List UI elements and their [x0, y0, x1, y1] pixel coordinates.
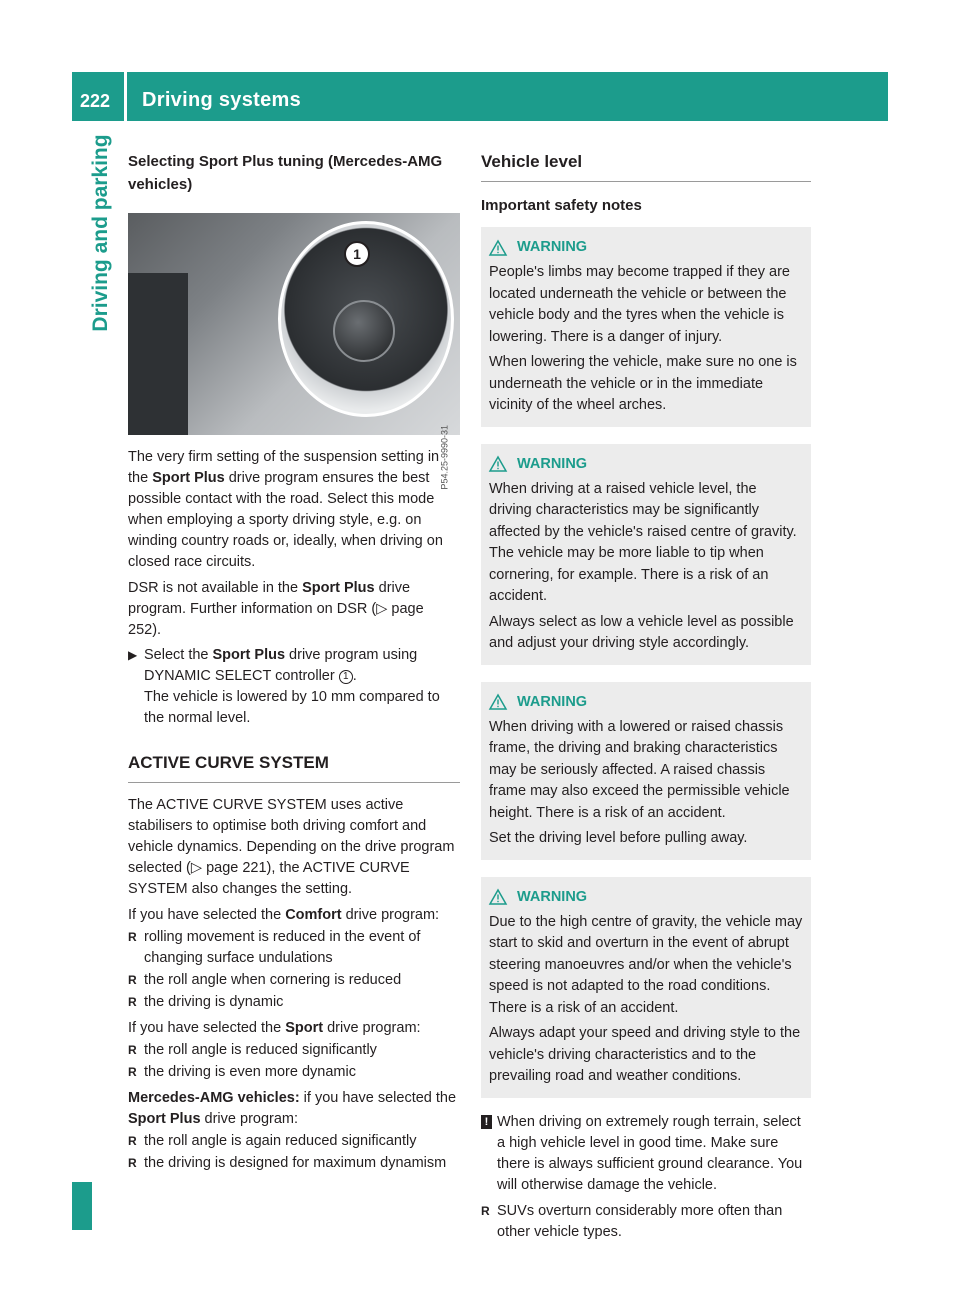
section-title: Driving systems	[142, 89, 302, 111]
callout-ref: 1	[339, 670, 353, 684]
page-ref-link[interactable]: page 252).	[128, 601, 424, 638]
warning-label: WARNING	[517, 239, 588, 255]
text-bold: Sport Plus	[128, 1111, 201, 1127]
heading-sport-plus: Selecting Sport Plus tuning (Mercedes-AMG vehicles)	[128, 153, 443, 193]
warning-triangle-icon	[489, 694, 507, 710]
text: If you have selected the	[128, 907, 286, 923]
text: drive program:	[341, 907, 440, 923]
warning-header	[489, 887, 803, 908]
heading-active-curve: ACTIVE CURVE SYSTEM	[128, 751, 460, 783]
text: The very firm setting of the suspension setting in the	[128, 449, 440, 486]
text: drive program using DYNAMIC SELECT controller	[144, 647, 418, 684]
heading-safety-notes: Important safety notes	[481, 197, 642, 214]
page-ref-icon: ▷	[376, 601, 392, 617]
heading-vehicle-level: Vehicle level	[481, 150, 811, 182]
warning-text: Always select as low a vehicle level as possible and adjust your driving style accordingly.	[489, 613, 794, 651]
instruction-step	[128, 645, 460, 729]
warning-text: Set the driving level before pulling away.	[489, 830, 748, 846]
right-column	[481, 150, 811, 1243]
warning-label: WARNING	[517, 888, 588, 905]
warning-header	[489, 692, 803, 713]
list-item: R rolling movement is reduced in the event of changing surface undulations	[128, 927, 460, 969]
text-bold: Mercedes-AMG vehicles:	[128, 1090, 300, 1106]
text-bold: Sport Plus	[302, 580, 375, 596]
text: drive program. Further information on DSR (	[128, 580, 411, 617]
text-bold: Sport Plus	[152, 470, 225, 486]
console-shape	[128, 273, 188, 435]
warning-text: Due to the high centre of gravity, the vehicle may start to skid and overturn in the event of abrupt steering manoeuvres and/or when the vehicle's speed is not adapted to the road conditions. There is a risk of an accident.	[489, 913, 803, 1016]
controller-knob	[333, 300, 395, 362]
side-chapter-text: Driving and parking	[89, 134, 112, 332]
warning-text: When lowering the vehicle, make sure no one is underneath the vehicle or in the immediate vicinity of the wheel arches.	[489, 354, 797, 413]
page-ref-link[interactable]: page 221), the ACTIVE CURVE SYSTEM also changes the setting.	[128, 860, 410, 897]
warning-box	[481, 227, 811, 427]
list-item: R the roll angle is again reduced significantly	[128, 1131, 460, 1152]
warning-triangle-icon	[489, 240, 507, 256]
text: DSR is not available in the	[128, 580, 303, 596]
image-code: P54.25-9990-31	[440, 425, 450, 490]
left-column	[128, 150, 460, 1174]
warning-triangle-icon	[489, 456, 507, 472]
warning-label: WARNING	[517, 455, 588, 472]
warning-box	[481, 682, 811, 860]
text-bold: Comfort	[285, 907, 342, 923]
paragraph-sport-plus	[128, 447, 460, 573]
warning-label: WARNING	[517, 693, 588, 710]
note-block	[481, 1112, 811, 1196]
list-item: R the driving is dynamic	[128, 992, 460, 1013]
side-tab-marker	[72, 1182, 92, 1230]
text: drive program:	[200, 1111, 299, 1127]
list-item: R SUVs overturn considerably more often than other vehicle types.	[481, 1201, 811, 1243]
warning-text: When driving at a raised vehicle level, the driving characteristics may be significantly affected by the vehicle's raised centre of gravity. The vehicle may be more liable to tip when cornering, for example. There is a risk of an accident.	[489, 480, 797, 604]
warning-box	[481, 877, 811, 1098]
text: Select the	[144, 647, 213, 663]
paragraph-comfort	[128, 905, 460, 926]
side-chapter-label	[86, 118, 116, 348]
text: .	[352, 668, 357, 684]
instruction-arrow-icon: ▶	[128, 648, 138, 662]
note-text: When driving on extremely rough terrain, select a high vehicle level in good time. Make sure there is always sufficient ground clearance. You will otherwise damage the vehicle.	[497, 1113, 803, 1193]
list-item: R the roll angle when cornering is reduced	[128, 970, 460, 991]
paragraph-amg	[128, 1088, 460, 1130]
paragraph-acs	[128, 795, 460, 900]
text: The ACTIVE CURVE SYSTEM uses active stabilisers to optimise both driving comfort and vehicle dynamics. Depending on the drive program selected (	[128, 797, 455, 876]
list-item: R the driving is even more dynamic	[128, 1062, 460, 1083]
instruction-result: The vehicle is lowered by 10 mm compared to the normal level.	[144, 689, 440, 726]
callout-badge: 1	[344, 241, 370, 267]
warning-header	[489, 237, 803, 258]
exclamation-icon: !	[481, 1115, 492, 1129]
list-item: R the driving is designed for maximum dynamism	[128, 1153, 460, 1174]
page-ref-icon: ▷	[190, 860, 207, 876]
text-bold: Sport	[285, 1020, 324, 1036]
warning-text: When driving with a lowered or raised chassis frame, the driving and braking characteristics may be seriously affected. A raised chassis frame may also exceed the permissible vehicle height. There is a risk of an accident.	[489, 718, 790, 821]
warning-text: Always adapt your speed and driving style to the vehicle's driving characteristics and to the prevailing road and weather conditions.	[489, 1025, 801, 1084]
text-bold: Sport Plus	[212, 647, 286, 663]
warning-triangle-icon	[489, 889, 507, 905]
list-item: R the roll angle is reduced significantly	[128, 1040, 460, 1061]
text: drive program ensures the best possible contact with the road. Select this mode when employing a sporty driving style, e.g. on winding country roads or, ideally, when driving on closed race circuits.	[128, 470, 443, 570]
text: if you have selected the	[299, 1090, 457, 1106]
page-number: 222	[80, 91, 111, 111]
text: drive program:	[323, 1020, 421, 1036]
paragraph-dsr	[128, 578, 460, 641]
paragraph-sport	[128, 1018, 460, 1039]
warning-box	[481, 444, 811, 665]
text: If you have selected the	[128, 1020, 286, 1036]
warning-header	[489, 454, 803, 475]
warning-text: People's limbs may become trapped if they are located underneath the vehicle or between the vehicle body and the tyres when the vehicle is lowering. There is a danger of injury.	[489, 264, 790, 345]
